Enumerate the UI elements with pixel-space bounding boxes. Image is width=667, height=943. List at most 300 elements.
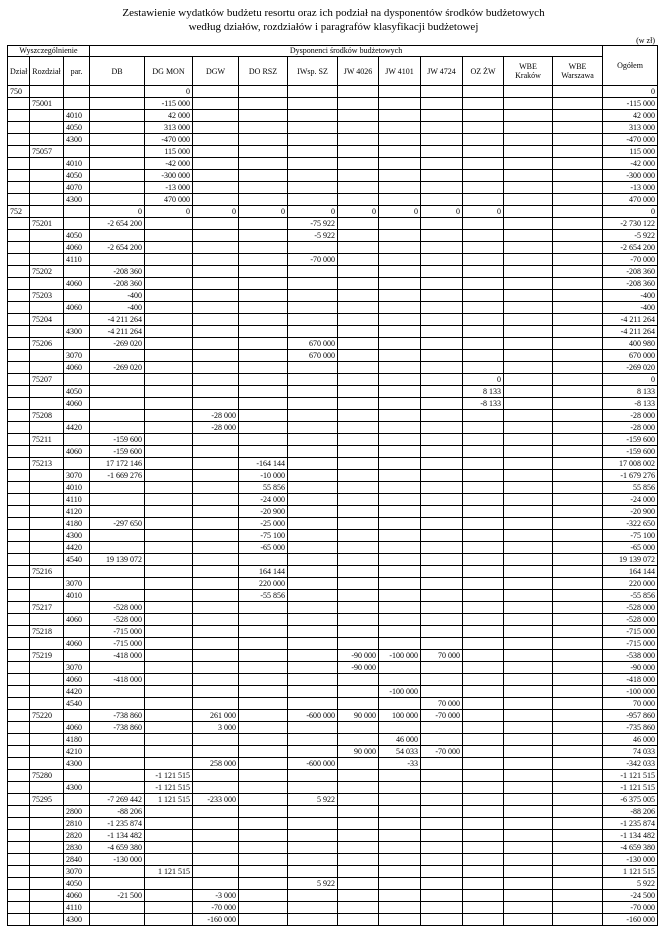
column-header-db: DB <box>90 57 145 86</box>
cell-value <box>90 506 145 518</box>
cell-ogolem: 115 000 <box>603 146 658 158</box>
cell-value: 54 033 <box>379 746 421 758</box>
cell-rozdzial <box>30 518 64 530</box>
cell-rozdzial <box>30 614 64 626</box>
cell-value <box>379 338 421 350</box>
cell-paragraf: 4300 <box>64 758 90 770</box>
cell-value: -4 659 380 <box>90 842 145 854</box>
table-row <box>8 542 658 554</box>
cell-paragraf <box>64 794 90 806</box>
cell-value <box>288 494 338 506</box>
cell-value <box>504 842 553 854</box>
cell-value <box>504 722 553 734</box>
cell-value <box>90 110 145 122</box>
cell-value <box>288 914 338 926</box>
cell-paragraf: 4060 <box>64 614 90 626</box>
cell-rozdzial <box>30 182 64 194</box>
cell-value <box>338 110 379 122</box>
cell-value <box>379 158 421 170</box>
cell-value <box>338 386 379 398</box>
cell-rozdzial <box>30 446 64 458</box>
cell-value <box>288 314 338 326</box>
cell-value <box>239 86 288 98</box>
cell-value <box>379 458 421 470</box>
cell-value <box>463 170 504 182</box>
cell-value <box>145 542 193 554</box>
cell-value <box>239 314 288 326</box>
cell-value <box>553 686 603 698</box>
cell-value <box>504 554 553 566</box>
cell-value <box>463 410 504 422</box>
cell-value <box>553 158 603 170</box>
cell-value <box>379 842 421 854</box>
table-row <box>8 758 658 770</box>
column-header-jw-4026: JW 4026 <box>338 57 379 86</box>
cell-value <box>239 290 288 302</box>
cell-value <box>193 374 239 386</box>
cell-rozdzial <box>30 554 64 566</box>
cell-value <box>193 242 239 254</box>
cell-value <box>90 878 145 890</box>
cell-value <box>504 506 553 518</box>
cell-paragraf <box>64 146 90 158</box>
cell-ogolem: -528 000 <box>603 602 658 614</box>
cell-value <box>379 554 421 566</box>
cell-value <box>90 170 145 182</box>
cell-value <box>379 470 421 482</box>
cell-dzial: 750 <box>8 86 30 98</box>
cell-value <box>553 542 603 554</box>
cell-value <box>239 818 288 830</box>
cell-value: -25 000 <box>239 518 288 530</box>
table-row <box>8 746 658 758</box>
cell-value <box>463 542 504 554</box>
cell-value: -269 020 <box>90 362 145 374</box>
cell-dzial <box>8 650 30 662</box>
cell-value <box>338 530 379 542</box>
cell-value <box>504 458 553 470</box>
cell-value <box>504 578 553 590</box>
cell-ogolem: -28 000 <box>603 410 658 422</box>
cell-value <box>338 182 379 194</box>
cell-value: 5 922 <box>288 878 338 890</box>
cell-value <box>379 134 421 146</box>
cell-value <box>379 194 421 206</box>
cell-value <box>193 566 239 578</box>
cell-value <box>145 494 193 506</box>
cell-value <box>553 386 603 398</box>
cell-dzial <box>8 734 30 746</box>
cell-rozdzial: 75208 <box>30 410 64 422</box>
cell-value <box>379 530 421 542</box>
cell-value <box>338 122 379 134</box>
cell-rozdzial <box>30 854 64 866</box>
unit-note: (w zł) <box>636 36 655 45</box>
table-row <box>8 650 658 662</box>
cell-value <box>193 482 239 494</box>
cell-value <box>288 170 338 182</box>
cell-value <box>193 518 239 530</box>
cell-value <box>288 614 338 626</box>
cell-dzial <box>8 662 30 674</box>
cell-value <box>193 278 239 290</box>
cell-dzial <box>8 842 30 854</box>
cell-ogolem: -24 000 <box>603 494 658 506</box>
cell-value <box>145 302 193 314</box>
cell-value <box>239 122 288 134</box>
cell-value <box>421 170 463 182</box>
cell-value <box>463 566 504 578</box>
cell-value <box>553 902 603 914</box>
cell-value <box>463 482 504 494</box>
cell-value <box>145 290 193 302</box>
cell-value <box>504 386 553 398</box>
cell-ogolem: -1 679 276 <box>603 470 658 482</box>
cell-ogolem: -70 000 <box>603 902 658 914</box>
cell-value <box>90 578 145 590</box>
cell-value <box>463 674 504 686</box>
cell-dzial <box>8 242 30 254</box>
cell-value: -7 269 442 <box>90 794 145 806</box>
cell-value <box>553 206 603 218</box>
table-row <box>8 686 658 698</box>
cell-value <box>288 98 338 110</box>
cell-value <box>338 770 379 782</box>
cell-rozdzial: 75216 <box>30 566 64 578</box>
cell-dzial <box>8 542 30 554</box>
column-header-do-rsz: DO RSZ <box>239 57 288 86</box>
cell-rozdzial: 75207 <box>30 374 64 386</box>
cell-dzial <box>8 146 30 158</box>
cell-rozdzial <box>30 674 64 686</box>
cell-value <box>239 242 288 254</box>
cell-value <box>504 482 553 494</box>
cell-value <box>553 182 603 194</box>
column-header-oz-zw: OZ ŻW <box>463 57 504 86</box>
cell-value <box>421 494 463 506</box>
cell-rozdzial <box>30 806 64 818</box>
cell-value <box>504 374 553 386</box>
cell-value <box>504 794 553 806</box>
cell-value <box>463 782 504 794</box>
cell-dzial <box>8 302 30 314</box>
cell-value <box>288 326 338 338</box>
cell-rozdzial <box>30 206 64 218</box>
cell-value <box>553 806 603 818</box>
cell-rozdzial: 75218 <box>30 626 64 638</box>
cell-value <box>553 650 603 662</box>
cell-value <box>421 866 463 878</box>
cell-value <box>504 86 553 98</box>
cell-value <box>338 866 379 878</box>
cell-value <box>504 890 553 902</box>
cell-value <box>553 218 603 230</box>
cell-dzial <box>8 794 30 806</box>
cell-value <box>421 302 463 314</box>
cell-value <box>145 662 193 674</box>
cell-value <box>288 182 338 194</box>
cell-value <box>463 698 504 710</box>
cell-value <box>193 254 239 266</box>
cell-ogolem: -1 235 874 <box>603 818 658 830</box>
cell-value <box>379 806 421 818</box>
cell-value <box>553 734 603 746</box>
cell-value <box>553 866 603 878</box>
cell-rozdzial <box>30 86 64 98</box>
cell-value: 19 139 072 <box>90 554 145 566</box>
cell-ogolem: 17 008 002 <box>603 458 658 470</box>
cell-value <box>338 266 379 278</box>
cell-value <box>239 98 288 110</box>
cell-value <box>90 122 145 134</box>
cell-value <box>145 326 193 338</box>
cell-paragraf: 4210 <box>64 746 90 758</box>
cell-value <box>421 278 463 290</box>
cell-value <box>193 434 239 446</box>
cell-value <box>338 350 379 362</box>
cell-value <box>379 170 421 182</box>
cell-dzial <box>8 902 30 914</box>
cell-value: 0 <box>338 206 379 218</box>
cell-value <box>463 662 504 674</box>
cell-value <box>379 674 421 686</box>
table-row <box>8 206 658 218</box>
cell-value <box>553 746 603 758</box>
cell-dzial <box>8 866 30 878</box>
cell-value <box>145 686 193 698</box>
cell-rozdzial <box>30 830 64 842</box>
column-header-par: par. <box>64 57 90 86</box>
cell-value <box>90 422 145 434</box>
cell-value <box>193 770 239 782</box>
cell-value <box>90 350 145 362</box>
cell-value <box>553 662 603 674</box>
cell-dzial <box>8 182 30 194</box>
cell-value <box>379 782 421 794</box>
cell-value <box>463 602 504 614</box>
cell-paragraf <box>64 266 90 278</box>
cell-value <box>145 434 193 446</box>
cell-value <box>145 350 193 362</box>
table-row <box>8 902 658 914</box>
cell-value <box>338 446 379 458</box>
cell-value <box>288 158 338 170</box>
cell-value <box>504 818 553 830</box>
cell-paragraf: 4180 <box>64 518 90 530</box>
cell-value <box>553 194 603 206</box>
cell-value <box>338 734 379 746</box>
cell-value <box>288 590 338 602</box>
cell-paragraf: 4060 <box>64 242 90 254</box>
cell-value <box>90 146 145 158</box>
cell-value <box>379 422 421 434</box>
cell-value <box>463 878 504 890</box>
cell-value <box>553 458 603 470</box>
cell-value <box>504 494 553 506</box>
cell-value <box>504 314 553 326</box>
cell-value <box>463 422 504 434</box>
cell-value: -100 000 <box>379 650 421 662</box>
cell-rozdzial <box>30 734 64 746</box>
cell-rozdzial <box>30 866 64 878</box>
cell-value <box>239 686 288 698</box>
table-row <box>8 914 658 926</box>
cell-ogolem: -65 000 <box>603 542 658 554</box>
column-header-dg-mon: DG MON <box>145 57 193 86</box>
cell-ogolem: -28 000 <box>603 422 658 434</box>
cell-rozdzial: 75295 <box>30 794 64 806</box>
header-row-1 <box>8 46 658 57</box>
cell-dzial <box>8 218 30 230</box>
cell-value <box>338 278 379 290</box>
cell-value <box>504 566 553 578</box>
cell-dzial <box>8 674 30 686</box>
cell-dzial <box>8 254 30 266</box>
cell-value <box>239 746 288 758</box>
cell-value <box>90 374 145 386</box>
cell-value <box>193 542 239 554</box>
cell-value <box>239 338 288 350</box>
cell-value <box>145 650 193 662</box>
cell-value <box>338 146 379 158</box>
cell-value <box>463 638 504 650</box>
cell-value: -715 000 <box>90 638 145 650</box>
cell-value <box>145 530 193 542</box>
cell-rozdzial <box>30 590 64 602</box>
cell-value <box>421 758 463 770</box>
table-row <box>8 170 658 182</box>
cell-value <box>338 158 379 170</box>
cell-ogolem: -6 375 005 <box>603 794 658 806</box>
cell-value: -28 000 <box>193 410 239 422</box>
cell-value <box>288 638 338 650</box>
cell-value <box>421 794 463 806</box>
cell-value <box>193 182 239 194</box>
cell-value <box>553 626 603 638</box>
cell-value <box>504 110 553 122</box>
cell-value <box>145 566 193 578</box>
cell-dzial <box>8 326 30 338</box>
cell-paragraf: 3070 <box>64 350 90 362</box>
cell-value <box>463 794 504 806</box>
cell-rozdzial <box>30 890 64 902</box>
cell-value <box>239 266 288 278</box>
title-line-1: Zestawienie wydatków budżetu resortu oraz ich podział na dysponentów środków budżetowych <box>122 7 545 19</box>
document-title <box>0 6 667 34</box>
cell-value <box>193 362 239 374</box>
cell-dzial <box>8 290 30 302</box>
cell-value <box>193 878 239 890</box>
cell-rozdzial <box>30 530 64 542</box>
cell-value <box>421 134 463 146</box>
cell-value <box>145 758 193 770</box>
cell-dzial <box>8 854 30 866</box>
cell-value <box>338 230 379 242</box>
cell-value <box>239 638 288 650</box>
cell-value <box>193 350 239 362</box>
cell-value <box>288 902 338 914</box>
cell-value <box>553 446 603 458</box>
cell-ogolem: -715 000 <box>603 638 658 650</box>
cell-paragraf: 4010 <box>64 482 90 494</box>
cell-value <box>193 158 239 170</box>
cell-value <box>504 746 553 758</box>
cell-value <box>421 470 463 482</box>
cell-value <box>504 758 553 770</box>
cell-value <box>421 506 463 518</box>
table-row <box>8 158 658 170</box>
cell-value <box>338 134 379 146</box>
cell-dzial <box>8 914 30 926</box>
cell-value <box>379 878 421 890</box>
cell-value <box>193 506 239 518</box>
cell-value <box>193 314 239 326</box>
cell-value: 42 000 <box>145 110 193 122</box>
cell-ogolem: -538 000 <box>603 650 658 662</box>
cell-dzial <box>8 830 30 842</box>
cell-value <box>193 638 239 650</box>
cell-value <box>193 806 239 818</box>
cell-value <box>239 914 288 926</box>
cell-value: 90 000 <box>338 746 379 758</box>
table-row <box>8 458 658 470</box>
cell-value <box>504 830 553 842</box>
cell-value <box>553 422 603 434</box>
table-row <box>8 194 658 206</box>
cell-value: 115 000 <box>145 146 193 158</box>
cell-value <box>193 470 239 482</box>
cell-value <box>193 230 239 242</box>
cell-value <box>553 86 603 98</box>
cell-rozdzial <box>30 758 64 770</box>
cell-value <box>421 230 463 242</box>
cell-value <box>90 98 145 110</box>
cell-paragraf: 3070 <box>64 662 90 674</box>
cell-value <box>504 674 553 686</box>
cell-value <box>145 518 193 530</box>
cell-value <box>504 530 553 542</box>
cell-rozdzial: 75217 <box>30 602 64 614</box>
cell-rozdzial <box>30 698 64 710</box>
cell-paragraf <box>64 290 90 302</box>
cell-value <box>193 326 239 338</box>
table-row <box>8 674 658 686</box>
cell-paragraf <box>64 434 90 446</box>
cell-value <box>421 878 463 890</box>
cell-value <box>193 866 239 878</box>
cell-value: -208 360 <box>90 278 145 290</box>
cell-value <box>338 578 379 590</box>
cell-rozdzial <box>30 278 64 290</box>
cell-value <box>193 650 239 662</box>
cell-value <box>463 266 504 278</box>
cell-value <box>463 686 504 698</box>
table-row <box>8 710 658 722</box>
cell-value <box>338 806 379 818</box>
table-row <box>8 374 658 386</box>
cell-rozdzial <box>30 362 64 374</box>
cell-value <box>504 410 553 422</box>
cell-value <box>553 266 603 278</box>
cell-value <box>379 254 421 266</box>
cell-value <box>504 302 553 314</box>
cell-value <box>145 314 193 326</box>
cell-ogolem: -208 360 <box>603 266 658 278</box>
table-row <box>8 494 658 506</box>
header-wyszczegolnienie: Wyszczególnienie <box>8 46 90 57</box>
cell-value <box>288 362 338 374</box>
cell-ogolem: -418 000 <box>603 674 658 686</box>
